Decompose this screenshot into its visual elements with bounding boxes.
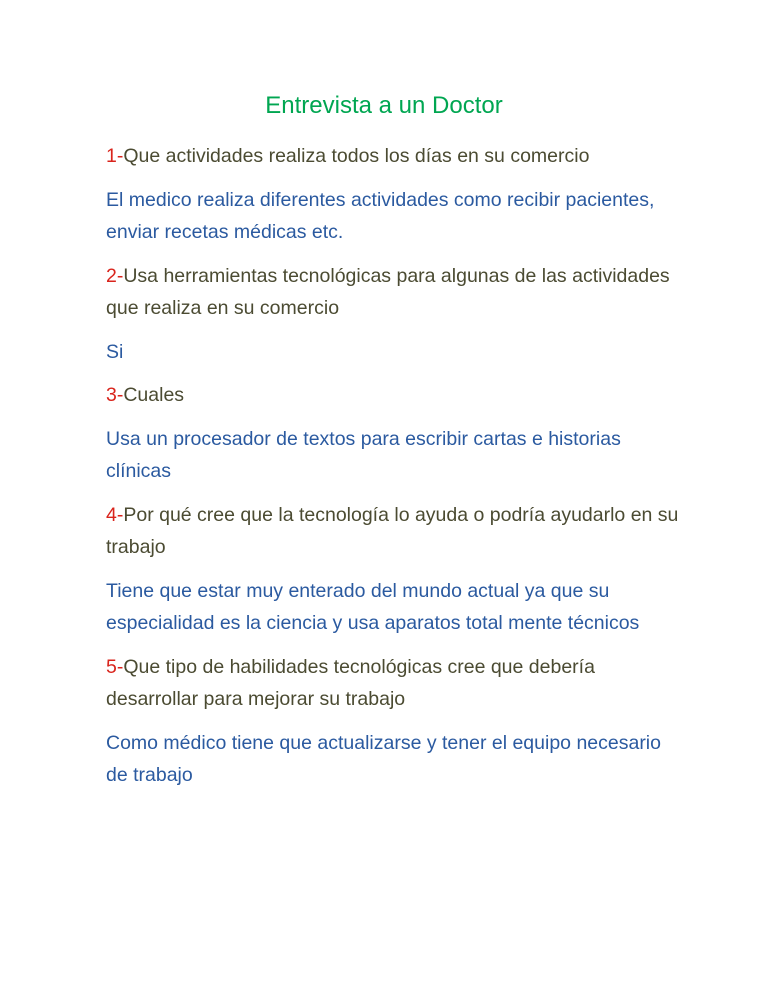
question-number: 1- [106, 145, 124, 167]
answer-5: Como médico tiene que actualizarse y tener el equipo necesario de trabajo [106, 731, 661, 786]
question-4 [106, 499, 686, 564]
document-title: Entrevista a un Doctor [265, 92, 503, 119]
question-3 [106, 379, 686, 412]
answer-1: El medico realiza diferentes actividades como recibir pacientes, enviar recetas médicas etc. [106, 188, 655, 243]
question-text: Que tipo de habilidades tecnológicas cree que debería desarrollar para mejorar su trabajo [106, 655, 595, 710]
interview-content [106, 140, 686, 803]
question-text: Cuales [123, 384, 185, 406]
question-text: Usa herramientas tecnológicas para algunas de las actividades que realiza en su comercio [106, 264, 670, 319]
answer-4: Tiene que estar muy enterado del mundo actual ya que su especialidad es la ciencia y usa aparatos total mente técnicos [106, 579, 640, 634]
question-number: 5- [106, 655, 124, 678]
question-text: Por qué cree que la tecnología lo ayuda o podría ayudarlo en su trabajo [106, 503, 679, 558]
question-number: 2- [106, 264, 124, 287]
question-5 [106, 651, 686, 716]
answer-2: Si [106, 340, 124, 363]
question-number: 4- [106, 503, 124, 526]
question-text: Que actividades realiza todos los días en su comercio [123, 145, 590, 167]
question-number: 3- [106, 384, 124, 406]
question-2 [106, 260, 686, 325]
question-1 [106, 140, 686, 173]
answer-3: Usa un procesador de textos para escribir cartas e historias clínicas [106, 427, 621, 482]
